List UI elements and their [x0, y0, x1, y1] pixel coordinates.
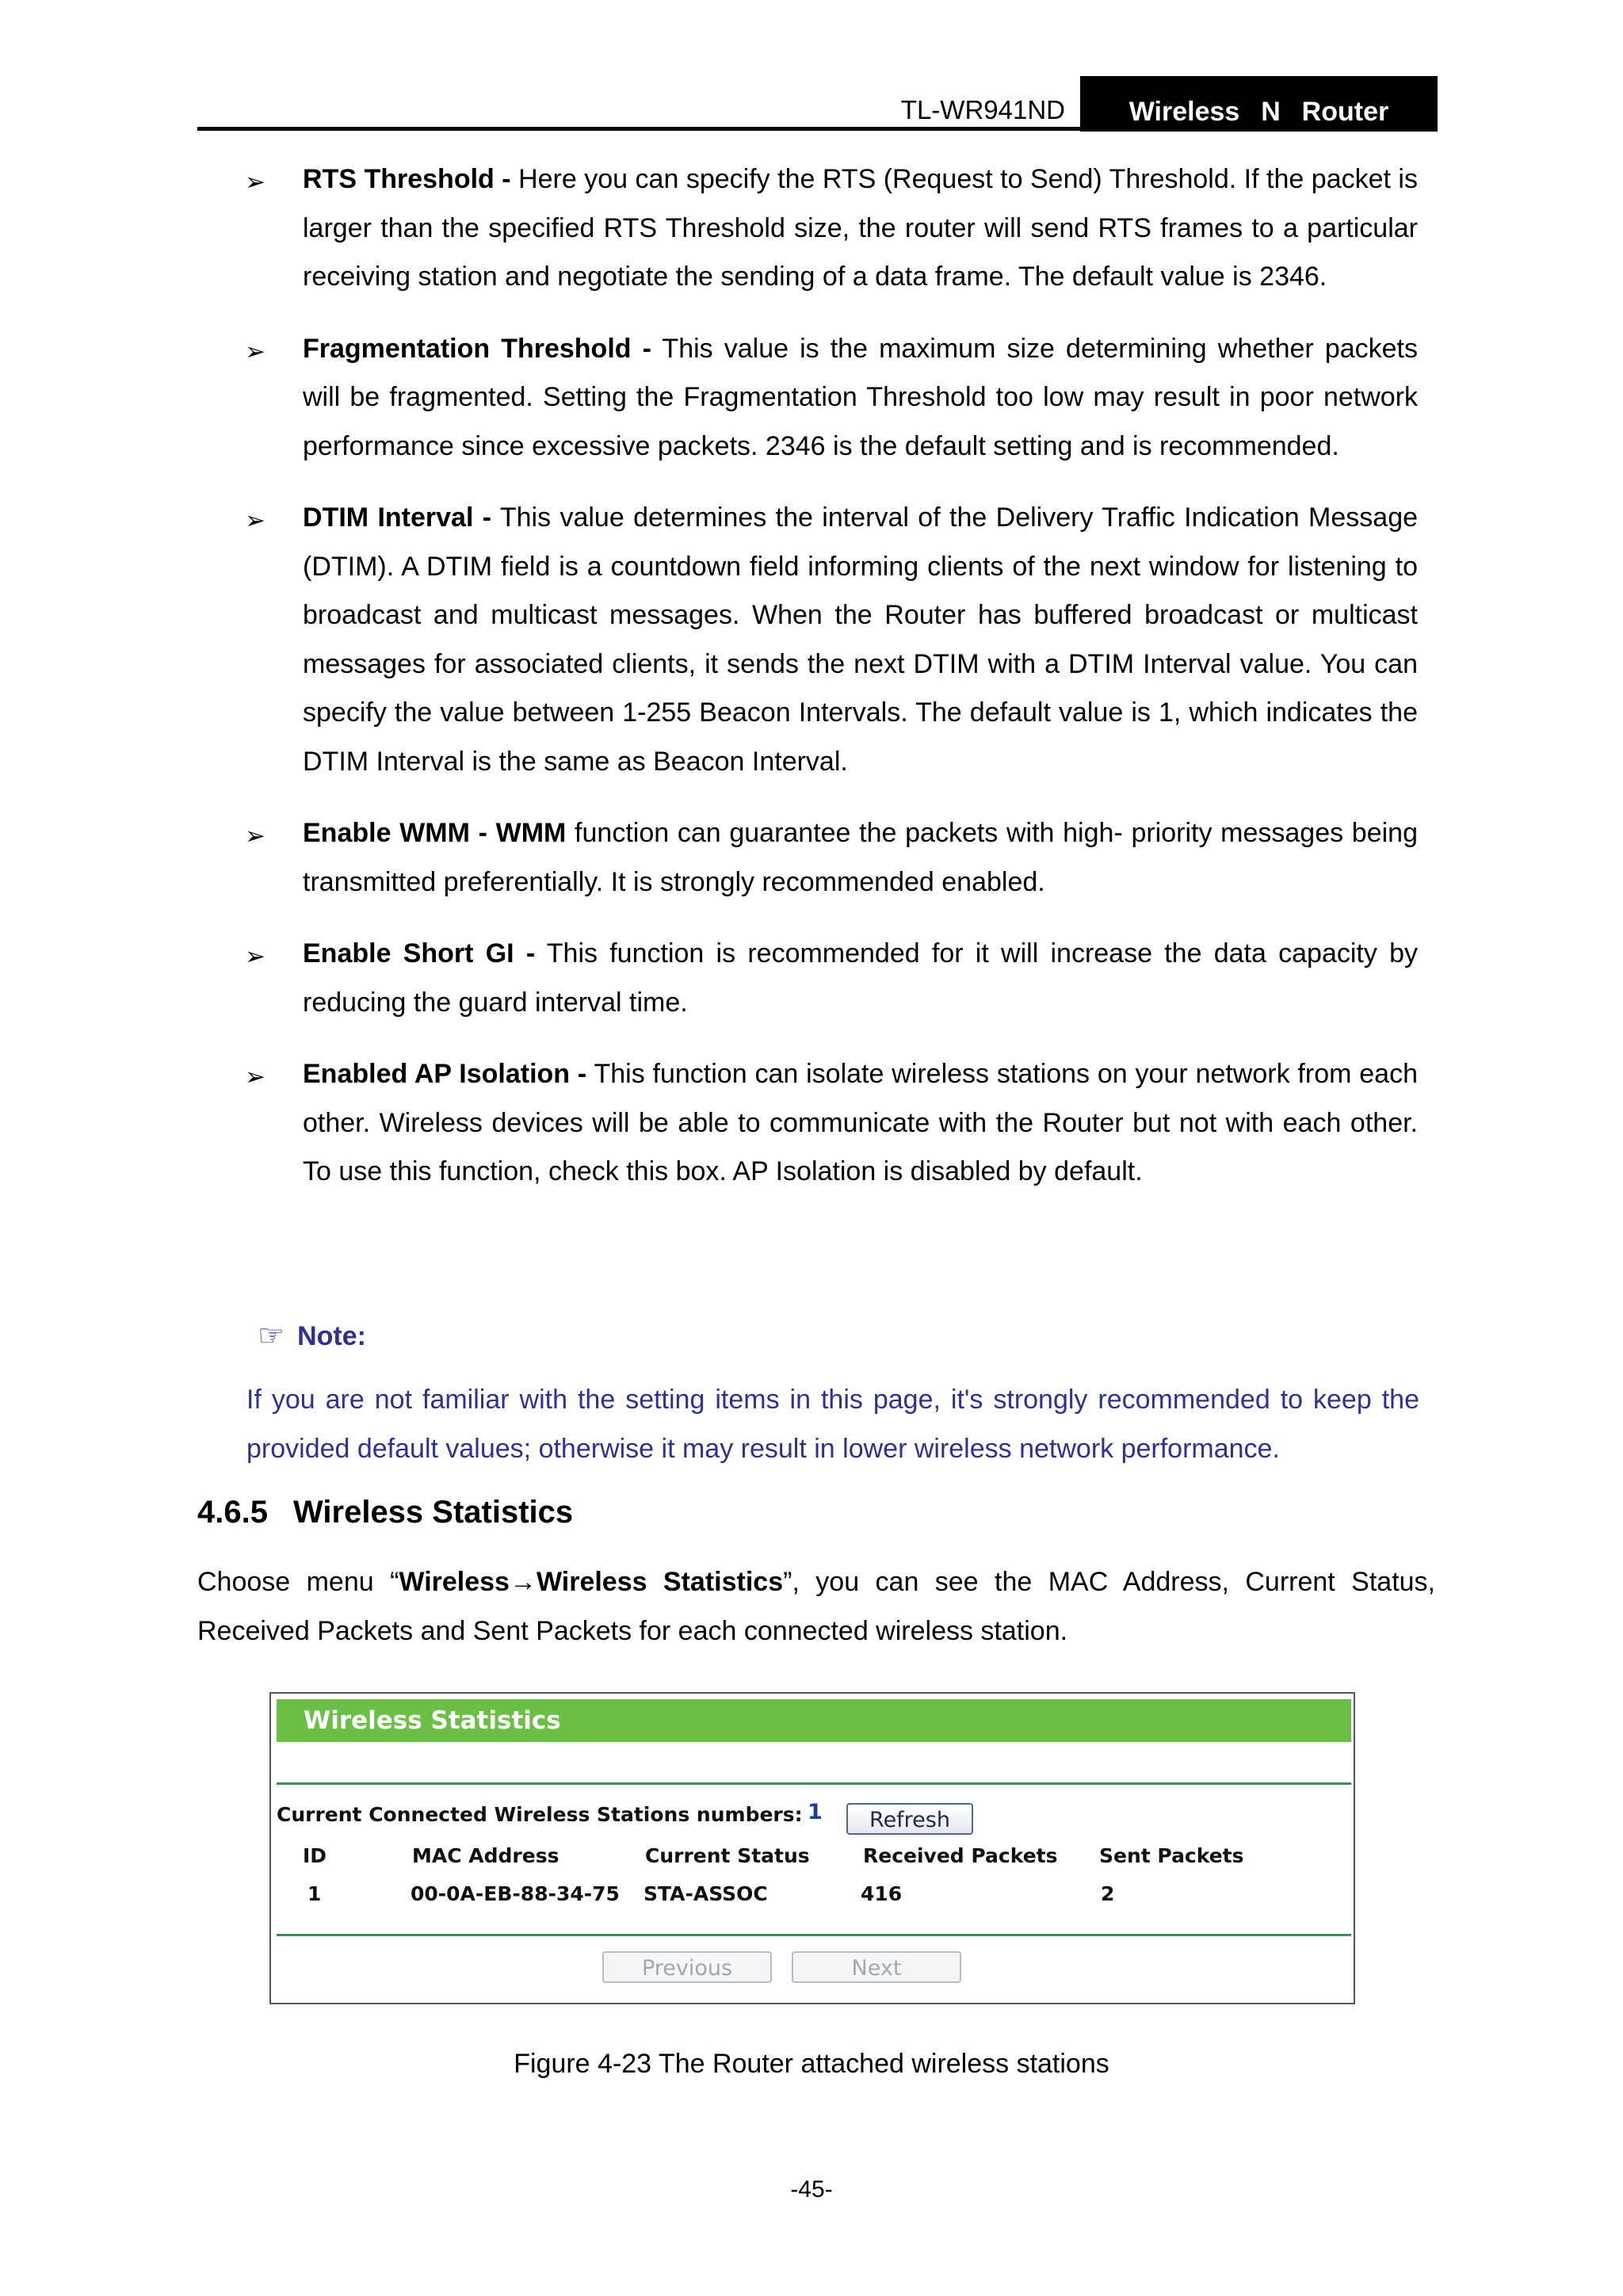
header-product-badge: [1080, 76, 1438, 132]
intro-suffix: ”, you can see the MAC Address, Current Status, Received Packets and Sent Packets for each connected wireless station.: [197, 1567, 1435, 1646]
cell-status: STA-ASSOC: [643, 1882, 768, 1905]
description: This function is recommended for it will increase the data capacity by reducing the guard interval time.: [303, 938, 1418, 1018]
header-model: TL-WR941ND: [900, 95, 1065, 124]
next-button[interactable]: Next: [792, 1951, 961, 1983]
station-count-value: 1: [808, 1800, 823, 1824]
section-heading: [197, 1493, 573, 1531]
bullet-arrow-icon: ➢: [245, 942, 265, 970]
previous-button[interactable]: Previous: [602, 1951, 772, 1983]
note-block: [246, 1317, 1419, 1473]
pointing-hand-icon: ☞: [258, 1320, 285, 1353]
intro-prefix: Choose menu “: [197, 1567, 399, 1597]
column-header-mac: MAC Address: [412, 1844, 559, 1867]
column-header-status: Current Status: [645, 1844, 810, 1867]
bullet-arrow-icon: ➢: [245, 337, 265, 365]
header-product: Wireless N Router: [1128, 97, 1389, 127]
list-item: [197, 155, 1418, 302]
description: Here you can specify the RTS (Request to Send) Threshold. If the packet is larger than the specified RTS Threshold size, the router will send RTS frames to a particular receiving station and negotiate the sending of a data frame. The default value is 2346.: [303, 164, 1418, 292]
term: RTS Threshold -: [303, 164, 511, 194]
panel-divider-top: [277, 1782, 1351, 1785]
menu-path-wireless: Wireless: [399, 1567, 510, 1597]
list-item: [197, 494, 1418, 786]
list-item: [197, 809, 1418, 907]
term: DTIM Interval -: [303, 502, 492, 533]
figure-caption: Figure 4-23 The Router attached wireless stations: [514, 2049, 1109, 2079]
panel-title-bar: Wireless Statistics: [277, 1699, 1351, 1742]
description: This function can isolate wireless stations on your network from each other. Wireless devices will be able to communicate with the Router but not with each other. To use this function, check this box. AP Isolation is disabled by default.: [303, 1059, 1418, 1186]
parameter-list: [197, 155, 1418, 1220]
term: Enable WMM - WMM: [303, 818, 567, 848]
term: Enable Short GI -: [303, 938, 536, 968]
section-title: Wireless Statistics: [293, 1495, 574, 1530]
page-number: -45-: [790, 2176, 833, 2202]
bullet-arrow-icon: ➢: [245, 1063, 265, 1091]
station-count-label: Current Connected Wireless Stations numbers:: [277, 1803, 803, 1826]
header-rule: [197, 127, 1438, 131]
column-header-sent: Sent Packets: [1099, 1844, 1244, 1867]
panel-divider-bottom: [277, 1934, 1351, 1936]
column-header-id: ID: [303, 1844, 327, 1867]
note-heading: [258, 1317, 1419, 1355]
menu-arrow-icon: →: [509, 1567, 537, 1597]
bullet-arrow-icon: ➢: [245, 168, 265, 196]
cell-received: 416: [861, 1882, 903, 1905]
intro-paragraph: [197, 1558, 1435, 1656]
refresh-button[interactable]: Refresh: [846, 1803, 973, 1835]
pagination: [271, 1950, 1354, 1985]
cell-id: 1: [307, 1882, 322, 1905]
list-item: [197, 325, 1418, 472]
list-item: [197, 930, 1418, 1027]
bullet-arrow-icon: ➢: [245, 506, 265, 534]
list-item: [197, 1050, 1418, 1197]
page-header: [197, 76, 1438, 132]
note-text: If you are not familiar with the setting items in this page, it's strongly recommended to keep the provided default values; otherwise it may result in lower wireless network performance.: [246, 1385, 1419, 1464]
description: function can guarantee the packets with high- priority messages being transmitted preferentially. It is strongly recommended enabled.: [303, 818, 1418, 897]
description: This value is the maximum size determining whether packets will be fragmented. Setting the Fragmentation Threshold too low may result in poor network performance since excessive packets. 2346 is the default setting and is recommended.: [303, 333, 1418, 461]
term: Fragmentation Threshold -: [303, 333, 651, 364]
wireless-statistics-screenshot: [269, 1692, 1355, 2004]
cell-sent: 2: [1101, 1882, 1115, 1905]
section-number: 4.6.5: [197, 1495, 268, 1530]
cell-mac: 00-0A-EB-88-34-75: [411, 1882, 620, 1905]
term: Enabled AP Isolation -: [303, 1059, 587, 1089]
menu-path-wireless-statistics: Wireless Statistics: [536, 1567, 784, 1597]
bullet-arrow-icon: ➢: [245, 822, 265, 850]
description: This value determines the interval of the Delivery Traffic Indication Message (DTIM). A DTIM field is a countdown field informing clients of the next window for listening to broadcast and multicast messages. When the Router has buffered broadcast or multicast messages for associated clients, it sends the next DTIM with a DTIM Interval value. You can specify the value between 1-255 Beacon Intervals. The default value is 1, which indicates the DTIM Interval is the same as Beacon Interval.: [303, 502, 1419, 777]
column-header-received: Received Packets: [863, 1844, 1058, 1867]
note-label: Note:: [297, 1321, 366, 1351]
